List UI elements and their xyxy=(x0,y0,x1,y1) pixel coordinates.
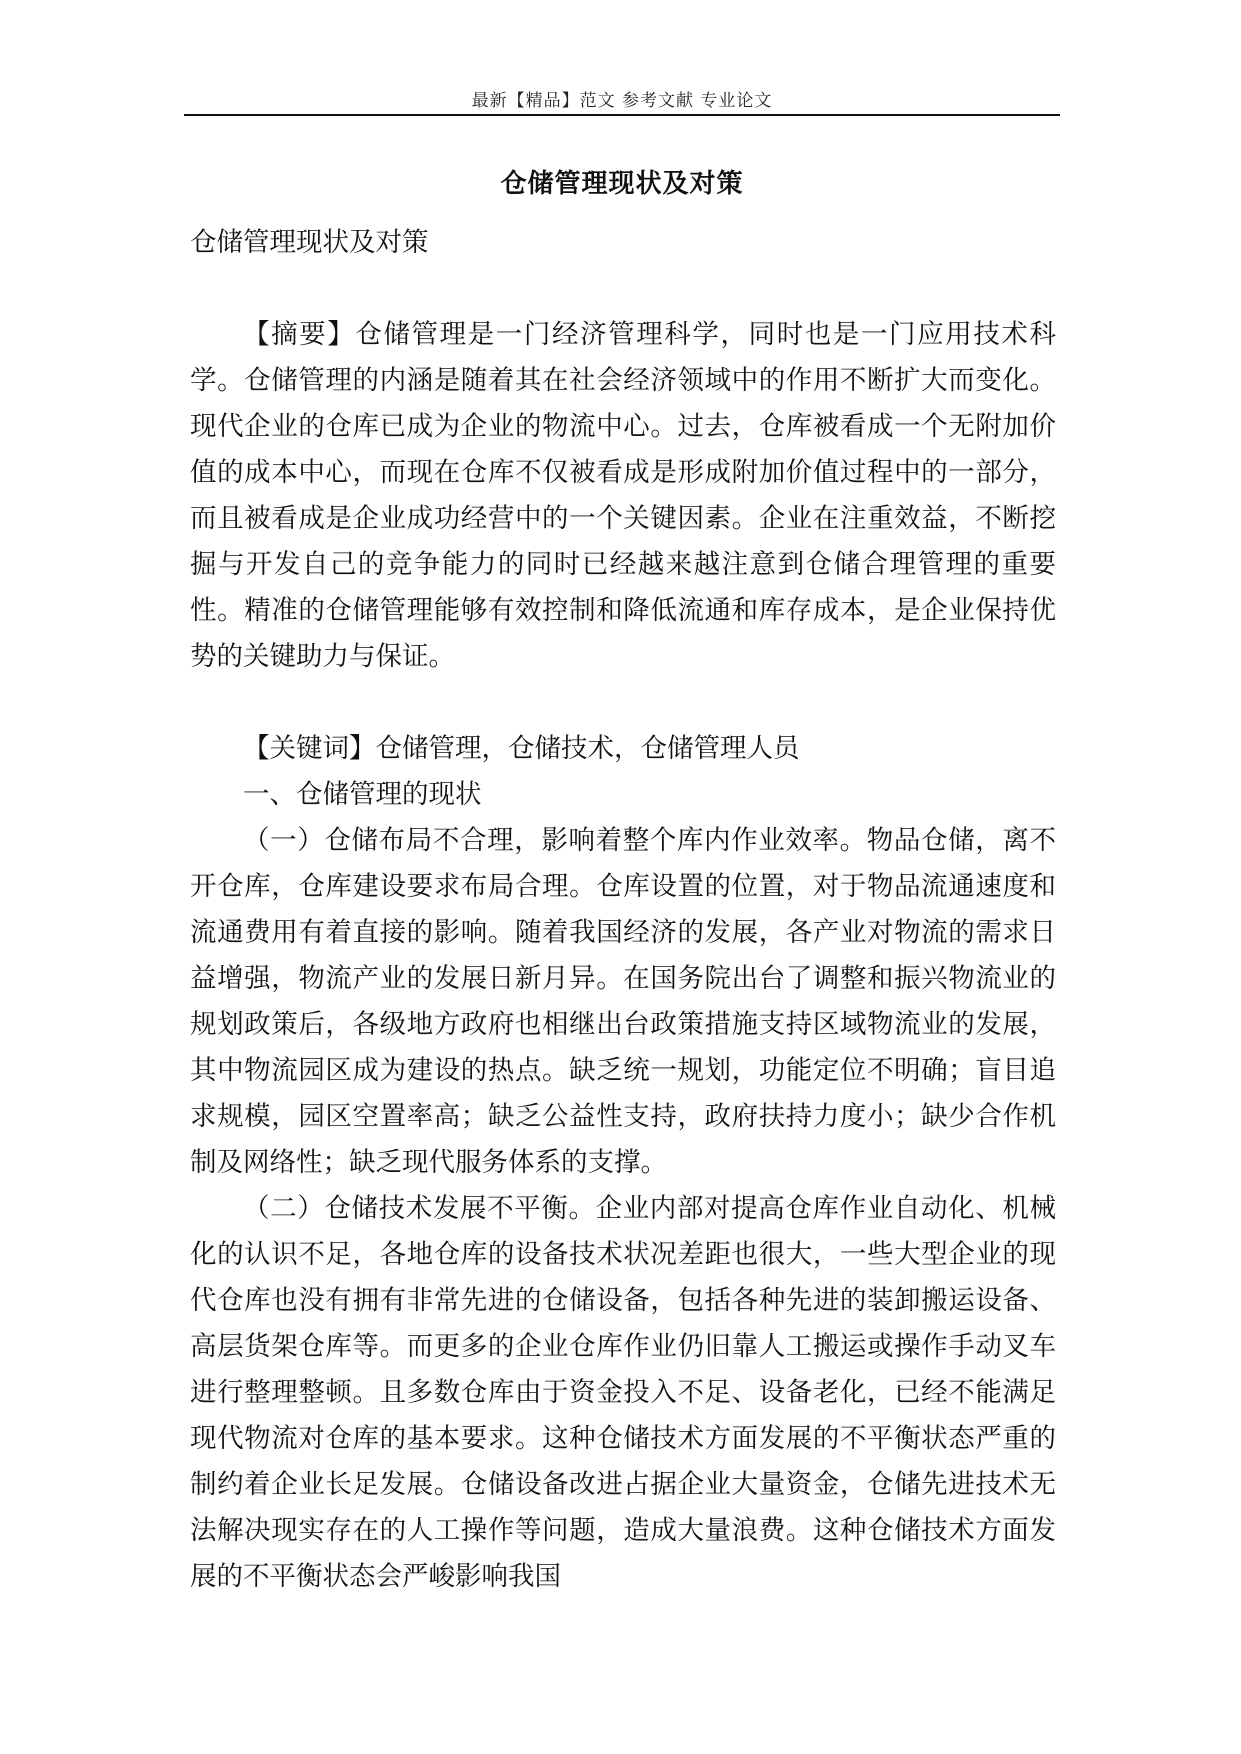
document-subtitle: 仓储管理现状及对策 xyxy=(190,227,429,258)
blank-line xyxy=(190,266,1056,312)
body-paragraph-2: （二）仓储技术发展不平衡。企业内部对提高仓库作业自动化、机械化的认识不足，各地仓库的设备技术状况差距也很大，一些大型企业的现代仓库也没有拥有非常先进的仓储设备，包括各种先进的装卸搬运设备、高层货架仓库等。而更多的企业仓库作业仍旧靠人工搬运或操作手动叉车进行整理整顿。且多数仓库由于资金投入不足、设备老化，已经不能满足现代物流对仓库的基本要求。这种仓储技术方面发展的不平衡状态严重的制约着企业长足发展。仓储设备改进占据企业大量资金，仓储先进技术无法解决现实存在的人工操作等问题，造成大量浪费。这种仓储技术方面发展的不平衡状态会严峻影响我国 xyxy=(190,1193,1056,1592)
abstract-paragraph: 【摘要】仓储管理是一门经济管理科学，同时也是一门应用技术科学。仓储管理的内涵是随着其在社会经济领域中的作用不断扩大而变化。现代企业的仓库已成为企业的物流中心。过去，仓库被看成一个无附加价值的成本中心，而现在仓库不仅被看成是形成附加价值过程中的一部分，而且被看成是企业成功经营中的一个关键因素。企业在注重效益，不断挖掘与开发自己的竞争能力的同时已经越来越注意到仓储合理管理的重要性。精准的仓储管理能够有效控制和降低流通和库存成本，是企业保持优势的关键助力与保证。 xyxy=(190,319,1056,672)
running-header: 最新【精品】范文 参考文献 专业论文 xyxy=(471,91,773,111)
keywords-line: 【关键词】仓储管理，仓储技术，仓储管理人员 xyxy=(243,733,800,764)
blank-line xyxy=(190,680,1056,726)
document-body xyxy=(190,220,1056,1600)
document-title: 仓储管理现状及对策 xyxy=(500,169,744,199)
header-divider xyxy=(184,114,1060,116)
body-paragraph-1: （一）仓储布局不合理，影响着整个库内作业效率。物品仓储，离不开仓库，仓库建设要求布局合理。仓库设置的位置，对于物品流通速度和流通费用有着直接的影响。随着我国经济的发展，各产业对物流的需求日益增强，物流产业的发展日新月异。在国务院出台了调整和振兴物流业的规划政策后，各级地方政府也相继出台政策措施支持区域物流业的发展，其中物流园区成为建设的热点。缺乏统一规划，功能定位不明确；盲目追求规模，园区空置率高；缺乏公益性支持，政府扶持力度小；缺少合作机制及网络性；缺乏现代服务体系的支撑。 xyxy=(190,825,1056,1178)
section-heading: 一、仓储管理的现状 xyxy=(243,779,482,810)
